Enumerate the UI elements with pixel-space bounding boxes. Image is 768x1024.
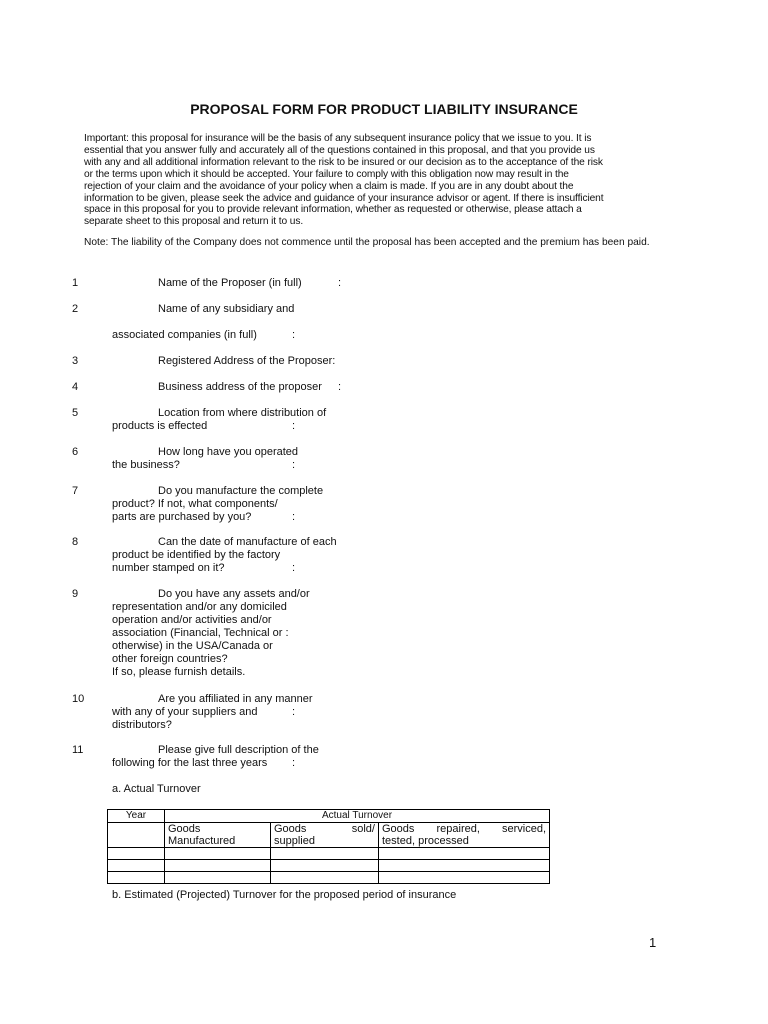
header-line: [274, 823, 375, 835]
question-number: 3: [72, 355, 79, 367]
important-notice: [84, 133, 659, 228]
header-word: repaired,: [436, 823, 480, 835]
notice-line: essential that you answer fully and accurately all of the questions contained in this proposal, and that you provide us: [84, 144, 595, 156]
question-text: Do you manufacture the complete: [158, 485, 324, 497]
question-text: with any of your suppliers and: [112, 706, 258, 718]
actual-turnover-header: Actual Turnover: [165, 810, 550, 823]
answer-colon: :: [292, 420, 296, 432]
question-text: otherwise) in the USA/Canada or: [112, 640, 273, 652]
question-text: product? If not, what components/: [112, 498, 278, 510]
notice-line: separate sheet to this proposal and return it to us.: [84, 216, 304, 228]
question-text: representation and/or any domiciled: [112, 601, 287, 613]
question-text: association (Financial, Technical or :: [112, 627, 289, 639]
estimated-turnover-label: b. Estimated (Projected) Turnover for the proposed period of insurance: [112, 889, 457, 901]
header-line: supplied: [274, 835, 315, 847]
question-number: 2: [72, 303, 79, 315]
table-cell[interactable]: [379, 860, 550, 872]
question-text: other foreign countries?: [112, 653, 228, 665]
answer-colon: :: [292, 757, 296, 769]
answer-colon: :: [338, 381, 342, 393]
question-text: Registered Address of the Proposer:: [158, 355, 336, 367]
actual-turnover-label: a. Actual Turnover: [112, 783, 201, 795]
question-text: associated companies (in full): [112, 329, 257, 341]
table-cell[interactable]: [379, 872, 550, 884]
question-number: 11: [72, 744, 84, 756]
table-cell: [108, 823, 165, 848]
question-text: Do you have any assets and/or: [158, 588, 310, 600]
goods-repaired-header: [379, 823, 550, 848]
question-number: 6: [72, 446, 79, 458]
table-cell[interactable]: [165, 848, 271, 860]
header-line: Manufactured: [168, 835, 236, 847]
table-cell[interactable]: [271, 860, 379, 872]
answer-colon: :: [292, 511, 296, 523]
table-cell[interactable]: [108, 848, 165, 860]
answer-colon: :: [292, 329, 296, 341]
goods-sold-header: [271, 823, 379, 848]
liability-note: Note: The liability of the Company does not commence until the proposal has been accepted and the premium has been paid.: [84, 237, 650, 248]
year-header: Year: [108, 810, 165, 823]
answer-colon: :: [292, 459, 296, 471]
question-text: distributors?: [112, 719, 172, 731]
notice-line: information to be given, please seek the advice and guidance of your insurance advisor or agent. If there is insufficient: [84, 192, 604, 204]
question-text: parts are purchased by you?: [112, 511, 252, 523]
header-line: tested, processed: [382, 835, 469, 847]
page-title: PROPOSAL FORM FOR PRODUCT LIABILITY INSURANCE: [190, 101, 578, 117]
table-cell[interactable]: [271, 848, 379, 860]
goods-manufactured-header: [165, 823, 271, 848]
header-word: serviced,: [502, 823, 547, 835]
question-number: 5: [72, 407, 79, 419]
table-header-row: [108, 810, 550, 823]
question-number: 7: [72, 485, 79, 497]
question-number: 10: [72, 693, 85, 705]
question-text: product be identified by the factory: [112, 549, 281, 561]
page-number: 1: [649, 935, 657, 950]
table-row: [108, 860, 550, 872]
header-word: sold/: [351, 823, 375, 835]
table-cell[interactable]: [165, 860, 271, 872]
header-line: Goods: [168, 823, 201, 835]
table-cell[interactable]: [108, 872, 165, 884]
table-cell[interactable]: [165, 872, 271, 884]
question-text: Name of the Proposer (in full): [158, 277, 302, 289]
header-word: Goods: [274, 823, 307, 835]
question-text: following for the last three years: [112, 757, 268, 769]
question-text: Can the date of manufacture of each: [158, 536, 337, 548]
answer-colon: :: [292, 706, 296, 718]
question-text: number stamped on it?: [112, 562, 225, 574]
question-number: 4: [72, 381, 79, 393]
question-text: the business?: [112, 459, 180, 471]
answer-colon: :: [338, 277, 342, 289]
question-text: Please give full description of the: [158, 744, 319, 756]
notice-line: space in this proposal for you to provide relevant information, whether as requested or otherwise, please attach a: [84, 204, 582, 216]
table-cell[interactable]: [379, 848, 550, 860]
notice-line: with any and all additional information relevant to the risk to be insured or our decision as to the acceptance of the risk: [84, 156, 603, 168]
question-text: operation and/or activities and/or: [112, 614, 272, 626]
header-word: Goods: [382, 823, 415, 835]
question-text: How long have you operated: [158, 446, 299, 458]
notice-line: rejection of your claim and the avoidance of your policy when a claim is made. If you are in any doubt about the: [84, 180, 574, 192]
question-text: Location from where distribution of: [158, 407, 327, 419]
notice-line: or the terms upon which it should be accepted. Your failure to comply with this obligation now may result in the: [84, 168, 569, 180]
question-number: 8: [72, 536, 79, 548]
table-cell[interactable]: [108, 860, 165, 872]
notice-line: Important: this proposal for insurance will be the basis of any subsequent insurance policy that we issue to you. It is: [84, 133, 592, 144]
question-text: Name of any subsidiary and: [158, 303, 295, 315]
table-cell[interactable]: [271, 872, 379, 884]
question-number: 1: [72, 277, 79, 289]
question-number: 9: [72, 588, 79, 600]
question-text: Business address of the proposer: [158, 381, 322, 393]
table-row: [108, 848, 550, 860]
question-text: If so, please furnish details.: [112, 666, 246, 678]
question-text: Are you affiliated in any manner: [158, 693, 313, 705]
question-text: products is effected: [112, 420, 208, 432]
header-line: [382, 823, 546, 835]
table-row: [108, 872, 550, 884]
answer-colon: :: [292, 562, 296, 574]
table-subheader-row: [108, 823, 550, 848]
turnover-table: [107, 809, 550, 884]
